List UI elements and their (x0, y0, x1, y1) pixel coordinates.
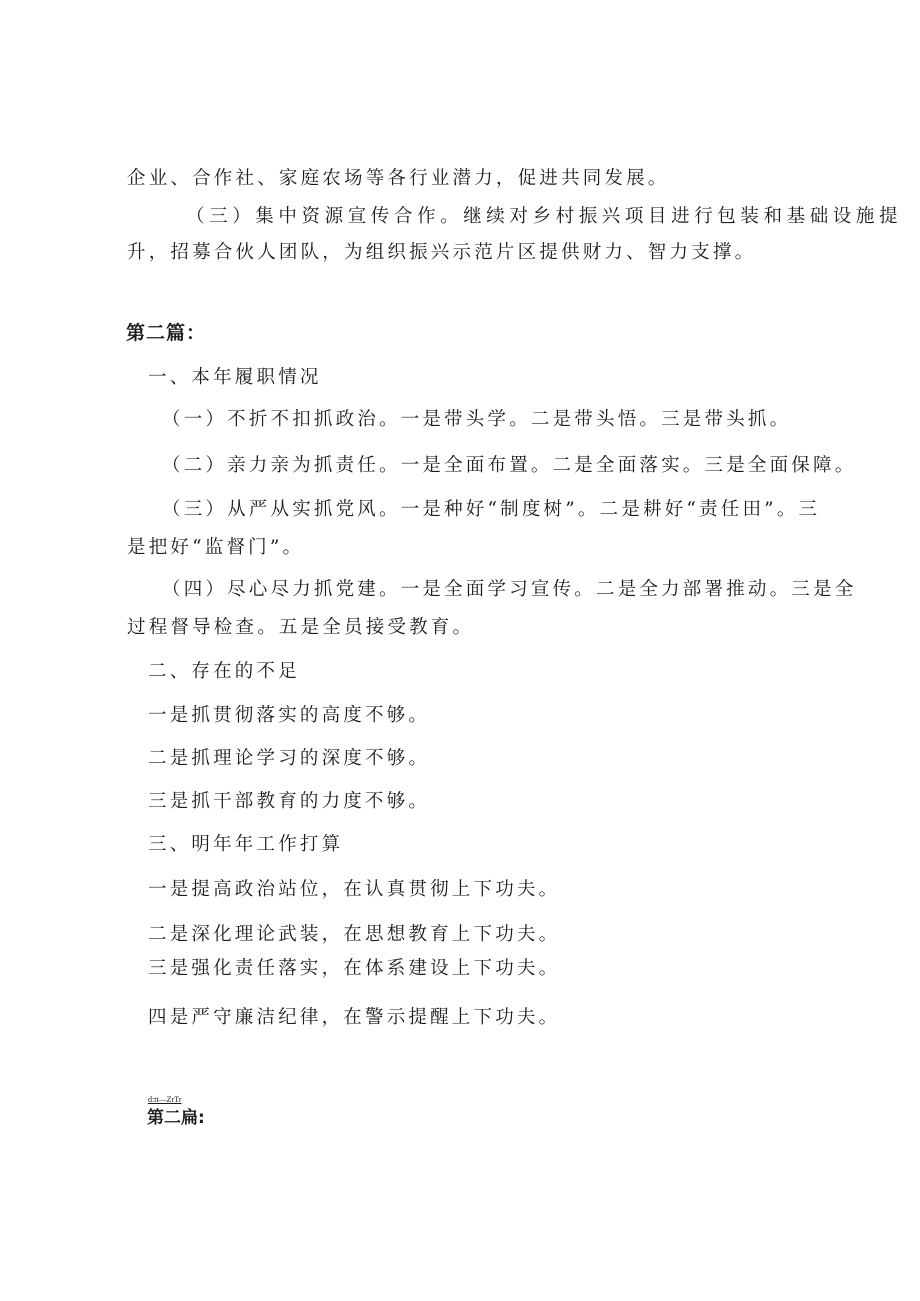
section-2-item: 三是抓干部教育的力度不够。 (148, 791, 431, 812)
section-1-title: 一、本年履职情况 (148, 367, 322, 388)
section-1-item-2: （二）亲力亲为抓责任。一是全面布置。二是全面落实。三是全面保障。 (162, 455, 857, 476)
footer-tiny-text: d:tt—ZrTr (148, 1095, 182, 1104)
section-2-item: 一是抓贯彻落实的高度不够。 (148, 705, 431, 726)
section-1-item-3-continuation: 是把好“监督门”。 (127, 537, 305, 558)
section-1-item-4-continuation: 过程督导检查。五是全员接受教育。 (127, 617, 475, 638)
paragraph-continuation: 企业、合作社、家庭农场等各行业潜力，促进共同发展。 (127, 168, 670, 189)
section-1-item-3: （三）从严从实抓党风。一是种好“制度树”。二是耕好“责任田”。三 (162, 499, 821, 520)
section-3-item: 四是严守廉洁纪律，在警示提醒上下功夫。 (148, 1007, 561, 1028)
section-3-item: 一是提高政治站位，在认真贯彻上下功夫。 (148, 879, 561, 900)
section-3-item: 二是深化理论武装，在思想教育上下功夫。 (148, 924, 561, 945)
footer-heading: 第二扁: (147, 1108, 205, 1128)
section-2-item: 二是抓理论学习的深度不够。 (148, 748, 431, 769)
section-1-item-4: （四）尽心尽力抓党建。一是全面学习宣传。二是全力部署推动。三是全 (162, 579, 857, 600)
paragraph-item-3: （三）集中资源宣传合作。继续对乡村振兴项目进行包装和基础设施提 (186, 206, 903, 227)
section-3-item: 三是强化责任落实，在体系建设上下功夫。 (148, 958, 561, 979)
section-1-item-1: （一）不折不扣抓政治。一是带头学。二是带头悟。三是带头抓。 (162, 409, 792, 430)
paragraph-item-3-continuation: 升，招募合伙人团队，为组织振兴示范片区提供财力、智力支撑。 (127, 242, 757, 263)
section-3-title: 三、明年年工作打算 (148, 834, 344, 855)
section-2-title: 二、存在的不足 (148, 661, 300, 682)
article-heading: 第二篇： (126, 322, 207, 344)
